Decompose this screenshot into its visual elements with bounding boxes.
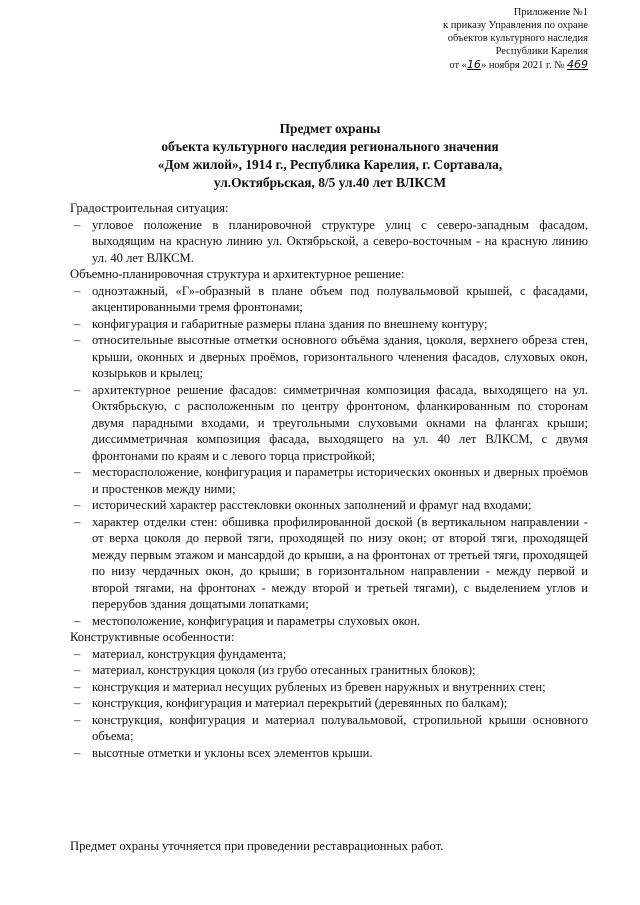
list-item xyxy=(70,316,588,333)
section-heading: Объемно-планировочная структура и архитектурное решение: xyxy=(70,267,405,281)
list-item-text: материал, конструкция фундамента; xyxy=(92,646,287,661)
list-item xyxy=(70,712,588,745)
list-item xyxy=(70,613,588,630)
list-item-text: исторический характер расстекловки оконных заполнений и фрамуг над входами; xyxy=(92,498,532,512)
list-item-text: характер отделки стен: обшивка профилированной доской (в вертикальном направлении - от верха цоколя до первой тяги, проходящей по низу окон; от второй тяги, проходящей между первым этажом и мансардой до крыши, а на фронтонах от третьей тяги, проходящей по низу чердачных окон, до крыши; в горизонтальном направлении - между первой и второй тягами, на фронтонах - между второй и третьей тягами), с выделением углов и перерубов здания дощатыми лопатками; xyxy=(92,514,588,611)
list-item-text: архитектурное решение фасадов: симметричная композиция фасада, выходящего на ул. Октябрьскую, с расположенным по центру фронтоном, фланкированным по сторонам двумя парадными входами, и треугольными слуховыми окнами на флангах крыши; диссимметричная композиция фасада, выходящего на ул. 40 лет ВЛКСМ, с двумя фронтонами по краям и с левого торца пристройкой; xyxy=(92,382,588,463)
list-item xyxy=(70,283,588,316)
dash-bullet: – xyxy=(74,217,81,232)
list-item-text: конструкция и материал несущих рубленых из бревен наружных и внутренних стен; xyxy=(92,679,546,694)
closing-note: Предмет охраны уточняется при проведении реставрационных работ. xyxy=(70,839,444,853)
title-line-4: ул.Октябрьская, 8/5 ул.40 лет ВЛКСМ xyxy=(213,175,447,190)
list-item xyxy=(70,679,588,696)
list-item-text: конструкция, конфигурация и материал полувальмовой, стропильной крыши основного объема; xyxy=(92,712,588,743)
section-heading: Конструктивные особенности: xyxy=(70,630,235,644)
dash-bullet: – xyxy=(74,316,81,331)
dash-bullet: – xyxy=(74,382,81,397)
document-body xyxy=(70,200,588,761)
list-item xyxy=(70,217,588,267)
list-item xyxy=(70,497,588,514)
document-title xyxy=(50,120,610,192)
dash-bullet: – xyxy=(74,696,81,710)
order-date-line xyxy=(443,58,588,72)
order-reference: к приказу Управления по охране xyxy=(443,20,588,31)
dash-bullet: – xyxy=(74,745,81,760)
list-item xyxy=(70,514,588,613)
list-item xyxy=(70,464,588,497)
appendix-number: Приложение №1 xyxy=(513,7,588,18)
dash-bullet: – xyxy=(74,498,81,512)
list-item xyxy=(70,332,588,382)
list-item xyxy=(70,646,588,663)
list-item xyxy=(70,745,588,762)
list-item xyxy=(70,695,588,712)
section-heading: Градостроительная ситуация: xyxy=(70,201,229,215)
title-line-1: Предмет охраны xyxy=(279,121,381,136)
title-line-2: объекта культурного наследия регионального значения xyxy=(161,139,499,154)
dash-bullet: – xyxy=(74,663,81,677)
list-item-text: одноэтажный, «Г»-образный в плане объем под полувальмовой крышей, с фасадами, акцентированными тремя фронтонами; xyxy=(92,283,588,314)
list-item-text: конфигурация и габаритные размеры плана здания по внешнему контуру; xyxy=(92,316,488,331)
appendix-header xyxy=(443,6,588,72)
list-item xyxy=(70,662,588,679)
list-item-text: конструкция, конфигурация и материал перекрытий (деревянных по балкам); xyxy=(92,696,508,710)
list-item-text: угловое положение в планировочной структуре улиц с северо-западным фасадом, выходящим на красную линию ул. Октябрьской, а северо-восточным - на красную линию ул. 40 лет ВЛКСМ. xyxy=(92,217,588,265)
date-day-handwritten: 16 xyxy=(466,58,481,71)
list-item-text: относительные высотные отметки основного объёма здания, цоколя, верхнего обреза стен, крыши, оконных и дверных проёмов, горизонтального членения фасадов, слуховых окон, козырьков и крылец; xyxy=(92,333,588,380)
region-name: Республики Карелия xyxy=(495,46,588,57)
date-prefix: от « xyxy=(449,60,467,71)
dash-bullet: – xyxy=(74,679,81,694)
dash-bullet: – xyxy=(74,465,81,479)
date-middle: » ноября 2021 г. № xyxy=(480,60,565,71)
dash-bullet: – xyxy=(74,514,81,529)
dash-bullet: – xyxy=(74,283,81,298)
dash-bullet: – xyxy=(74,712,81,727)
dash-bullet: – xyxy=(74,646,81,661)
list-item xyxy=(70,382,588,465)
dash-bullet: – xyxy=(74,613,81,628)
list-item-text: материал, конструкция цоколя (из грубо отесанных гранитных блоков); xyxy=(92,663,476,677)
list-item-text: местоположение, конфигурация и параметры слуховых окон. xyxy=(92,613,421,628)
list-item-text: высотные отметки и уклоны всех элементов крыши. xyxy=(92,745,373,760)
list-item-text: месторасположение, конфигурация и параметры исторических оконных и дверных проёмов и простенков между ними; xyxy=(92,465,588,496)
dash-bullet: – xyxy=(74,333,81,347)
order-number-handwritten: 469 xyxy=(567,58,588,71)
title-line-3: «Дом жилой», 1914 г., Республика Карелия, г. Сортавала, xyxy=(157,157,503,172)
department-name: объектов культурного наследия xyxy=(447,33,588,44)
